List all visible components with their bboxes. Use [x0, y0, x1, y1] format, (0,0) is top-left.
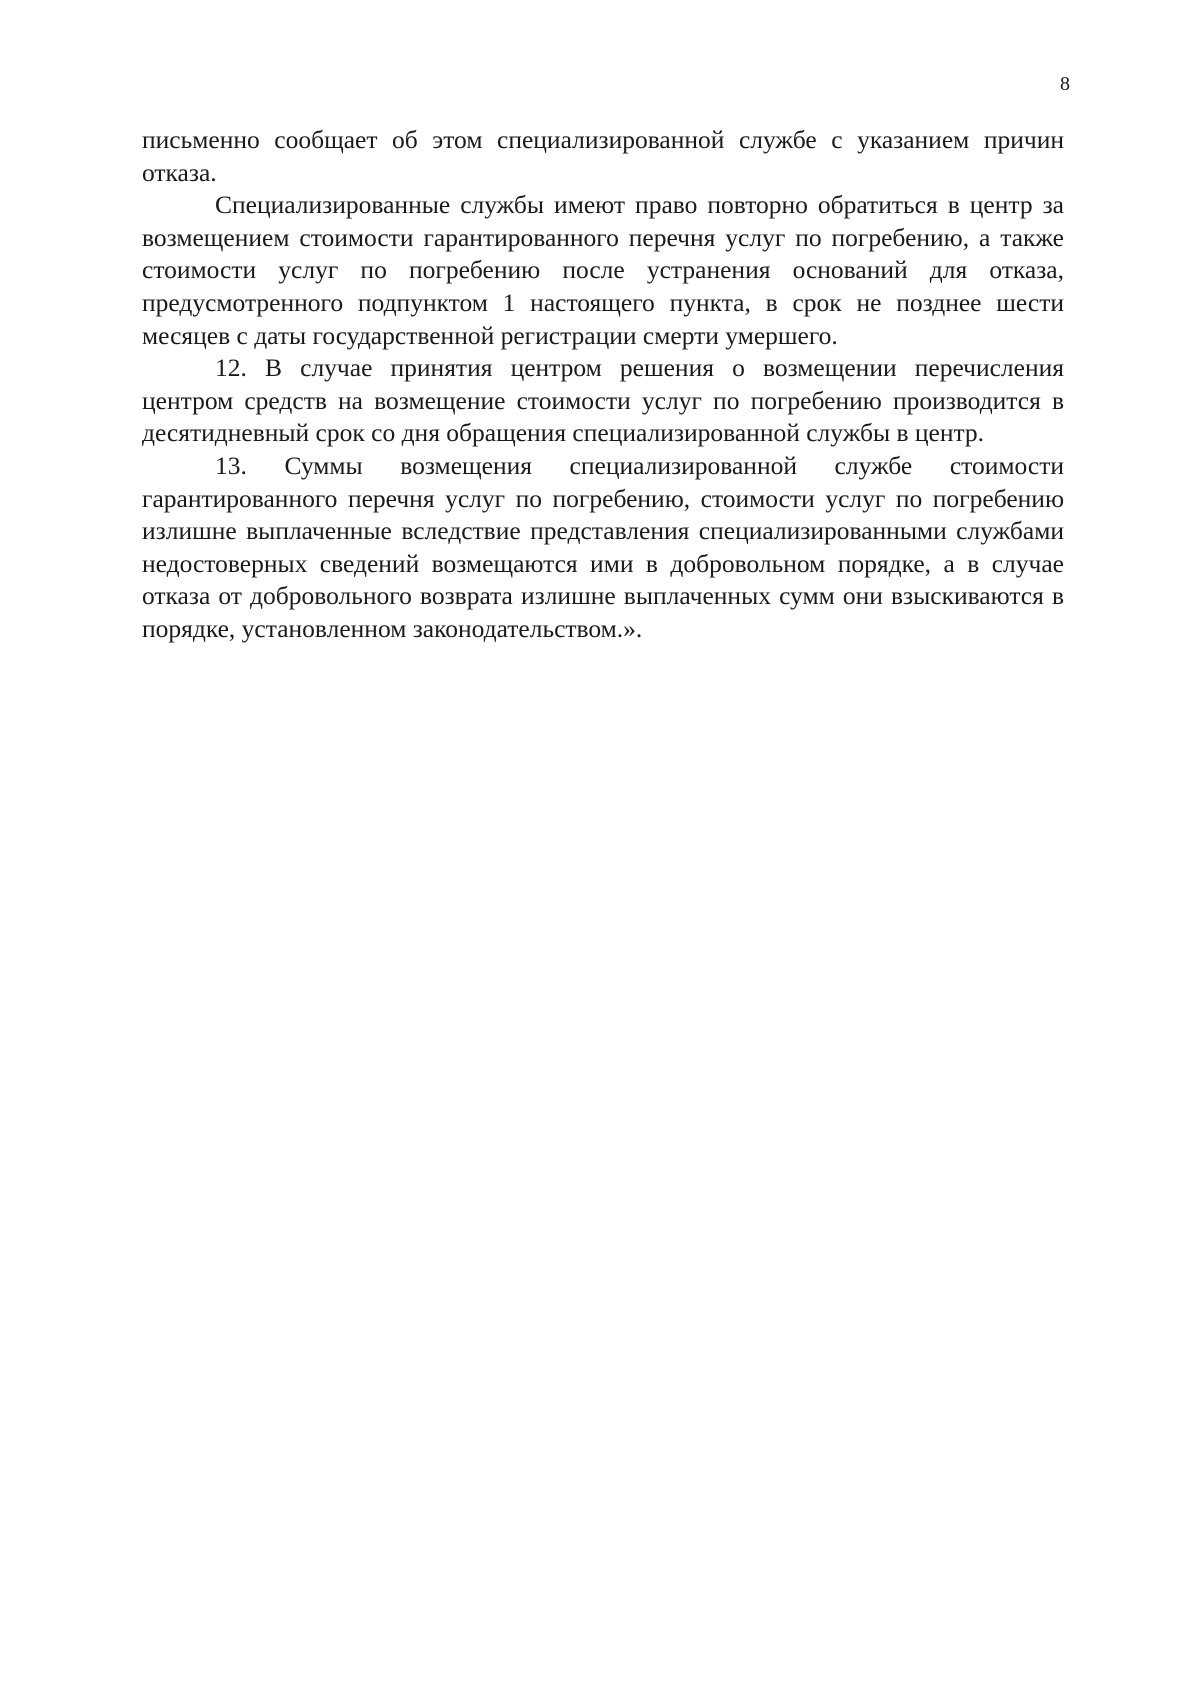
paragraph-item-13: 13. Суммы возмещения специализированной службе стоимости гарантированного перечня услуг по погребению, стоимости услуг по погребению излишне выплаченные вследствие представления специализированными службами недостоверных сведений возмещаются ими в добровольном порядке, а в случае отказа от добровольного возврата излишне выплаченных сумм они взыскиваются в порядке, установленном законодательством.».	[142, 450, 1064, 643]
document-body	[142, 124, 1064, 646]
paragraph-repeat-request: Специализированные службы имеют право повторно обратиться в центр за возмещением стоимости гарантированного перечня услуг по погребению, а также стоимости услуг по погребению после устранения оснований для отказа, предусмотренного подпунктом 1 настоящего пункта, в срок не позднее шести месяцев с даты государственной регистрации смерти умершего.	[142, 190, 1064, 350]
page-number: 8	[1060, 73, 1070, 95]
paragraph-item-12: 12. В случае принятия центром решения о возмещении перечисления центром средств на возмещение стоимости услуг по погребению производится в десятидневный срок со дня обращения специализированной службы в центр.	[142, 353, 1064, 448]
paragraph-continuation: письменно сообщает об этом специализированной службе с указанием причин отказа.	[142, 125, 1064, 187]
